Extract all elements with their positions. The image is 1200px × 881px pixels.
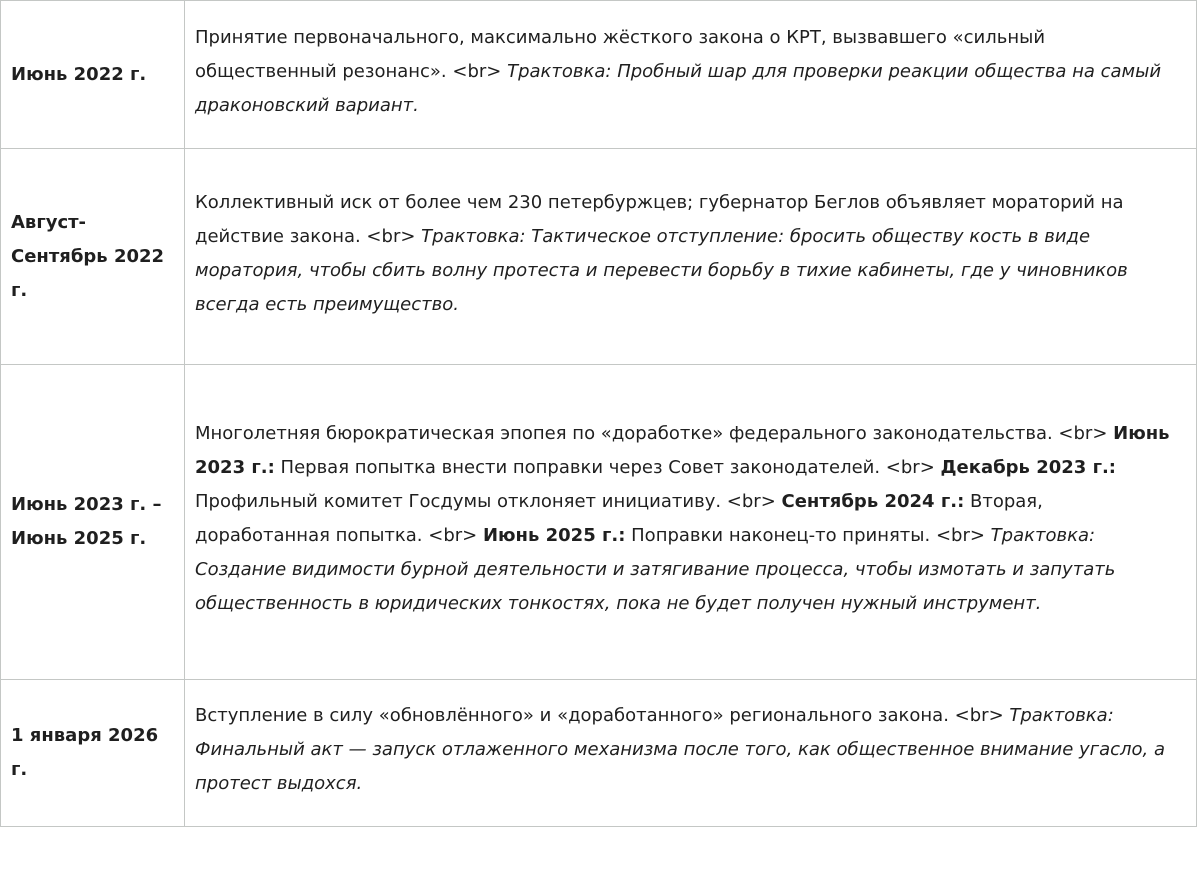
milestone-date: Июнь 2023 г.: [195,423,1170,478]
interpretation-text: Трактовка: Финальный акт — запуск отлаженного механизма после того, как общественное внимание угасло, а протест выдохся. [195,705,1166,794]
event-text: Принятие первоначального, максимально жёсткого закона о КРТ, вызвавшего «сильный общественный резонанс». <br> [195,26,1046,82]
milestone-text: Поправки наконец-то приняты. <br> [625,525,991,546]
table-row [1,680,1197,827]
milestone-text: Первая попытка внести поправки через Совет законодателей. <br> [274,457,941,478]
table-row [1,365,1197,680]
date-cell: Июнь 2022 г. [1,1,185,149]
event-cell [185,680,1197,827]
milestone-date: Сентябрь 2024 г.: [781,491,965,512]
interpretation-text: Трактовка: Создание видимости бурной деятельности и затягивание процесса, чтобы измотать и запутать общественность в юридических тонкостях, пока не будет получен нужный инструмент. [195,525,1116,614]
event-cell [185,149,1197,365]
milestone-text: Профильный комитет Госдумы отклоняет инициативу. <br> [195,491,782,512]
event-cell [185,365,1197,680]
interpretation-text: Трактовка: Пробный шар для проверки реакции общества на самый драконовский вариант. [195,60,1162,116]
interpretation-text: Трактовка: Тактическое отступление: бросить обществу кость в виде моратория, чтобы сбить волну протеста и перевести борьбу в тихие кабинеты, где у чиновников всегда есть преимущество. [195,225,1128,315]
event-intro: Многолетняя бюрократическая эпопея по «доработке» федерального законодательства. <br> [195,423,1114,444]
table-row [1,1,1197,149]
table-row [1,149,1197,365]
date-cell: Июнь 2023 г. – Июнь 2025 г. [1,365,185,680]
milestone-date: Декабрь 2023 г.: [940,457,1117,478]
milestone-date: Июнь 2025 г.: [482,525,626,546]
event-text: Коллективный иск от более чем 230 петербуржцев; губернатор Беглов объявляет мораторий на действие закона. <br> [195,191,1124,247]
event-cell [185,1,1197,149]
date-cell: Август-Сентябрь 2022 г. [1,149,185,365]
milestone-text: Вторая, доработанная попытка. <br> [195,491,1043,546]
event-text: Вступление в силу «обновлённого» и «доработанного» регионального закона. <br> [195,705,1010,726]
date-cell: 1 января 2026 г. [1,680,185,827]
